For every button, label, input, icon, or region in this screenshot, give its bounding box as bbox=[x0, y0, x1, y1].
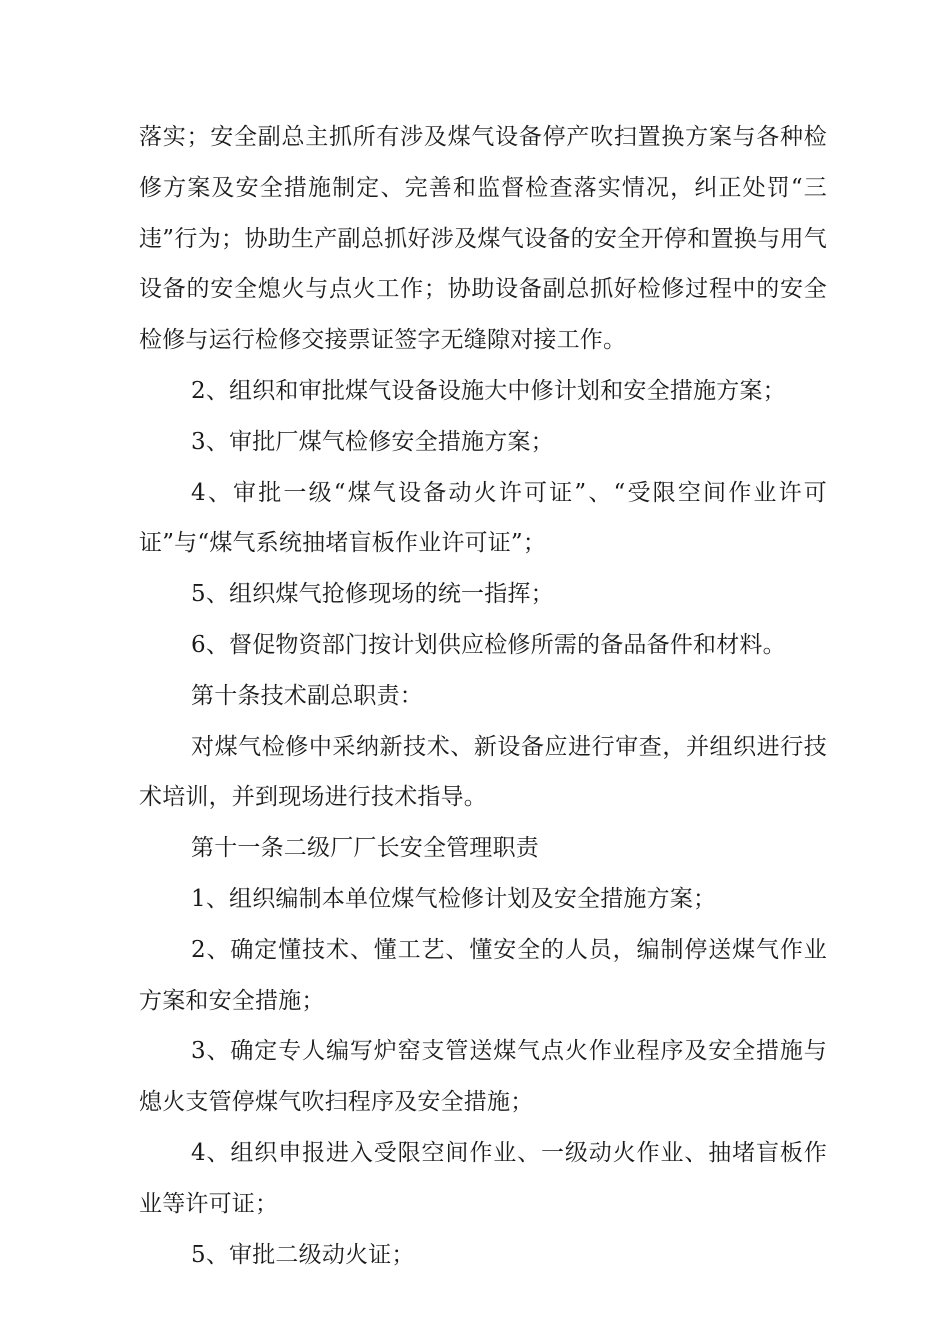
paragraph-item-5b: 5、审批二级动火证； bbox=[191, 1241, 415, 1268]
paragraph-item-1: 1、组织编制本单位煤气检修计划及安全措施方案； bbox=[191, 885, 717, 912]
paragraph-item-2b: 2、确定懂技术、懂工艺、懂安全的人员，编制停送煤气作业方案和安全措施； bbox=[139, 936, 827, 1014]
paragraph-item-4b: 4、组织申报进入受限空间作业、一级动火作业、抽堵盲板作业等许可证； bbox=[139, 1139, 827, 1217]
paragraph-item-4: 4、审批一级“煤气设备动火许可证”、“受限空间作业许可证”与“煤气系统抽堵盲板作业许可证”； bbox=[139, 479, 827, 557]
paragraph-item-2: 2、组织和审批煤气设备设施大中修计划和安全措施方案； bbox=[191, 377, 786, 404]
section-heading-article-11: 第十一条二级厂厂长安全管理职责 bbox=[191, 835, 539, 862]
paragraph-continuation: 落实；安全副总主抓所有涉及煤气设备停产吹扫置换方案与各种检修方案及安全措施制定、完善和监督检查落实情况，纠正处罚“三违”行为；协助生产副总抓好涉及煤气设备的安全开停和置换与用气设备的安全熄火与点火工作；协助设备副总抓好检修过程中的安全检修与运行检修交接票证签字无缝隙对接工作。 bbox=[139, 124, 827, 354]
section-heading-article-10: 第十条技术副总职责： bbox=[191, 682, 423, 709]
document-body bbox=[139, 112, 827, 1280]
paragraph-item-6: 6、督促物资部门按计划供应检修所需的备品备件和材料。 bbox=[191, 631, 786, 658]
paragraph-item-3b: 3、确定专人编写炉窑支管送煤气点火作业程序及安全措施与熄火支管停煤气吹扫程序及安全措施； bbox=[139, 1038, 827, 1116]
paragraph-item-5: 5、组织煤气抢修现场的统一指挥； bbox=[191, 581, 554, 608]
paragraph-article-10-body: 对煤气检修中采纳新技术、新设备应进行审查，并组织进行技术培训，并到现场进行技术指导。 bbox=[139, 733, 827, 811]
paragraph-item-3: 3、审批厂煤气检修安全措施方案； bbox=[191, 428, 554, 455]
